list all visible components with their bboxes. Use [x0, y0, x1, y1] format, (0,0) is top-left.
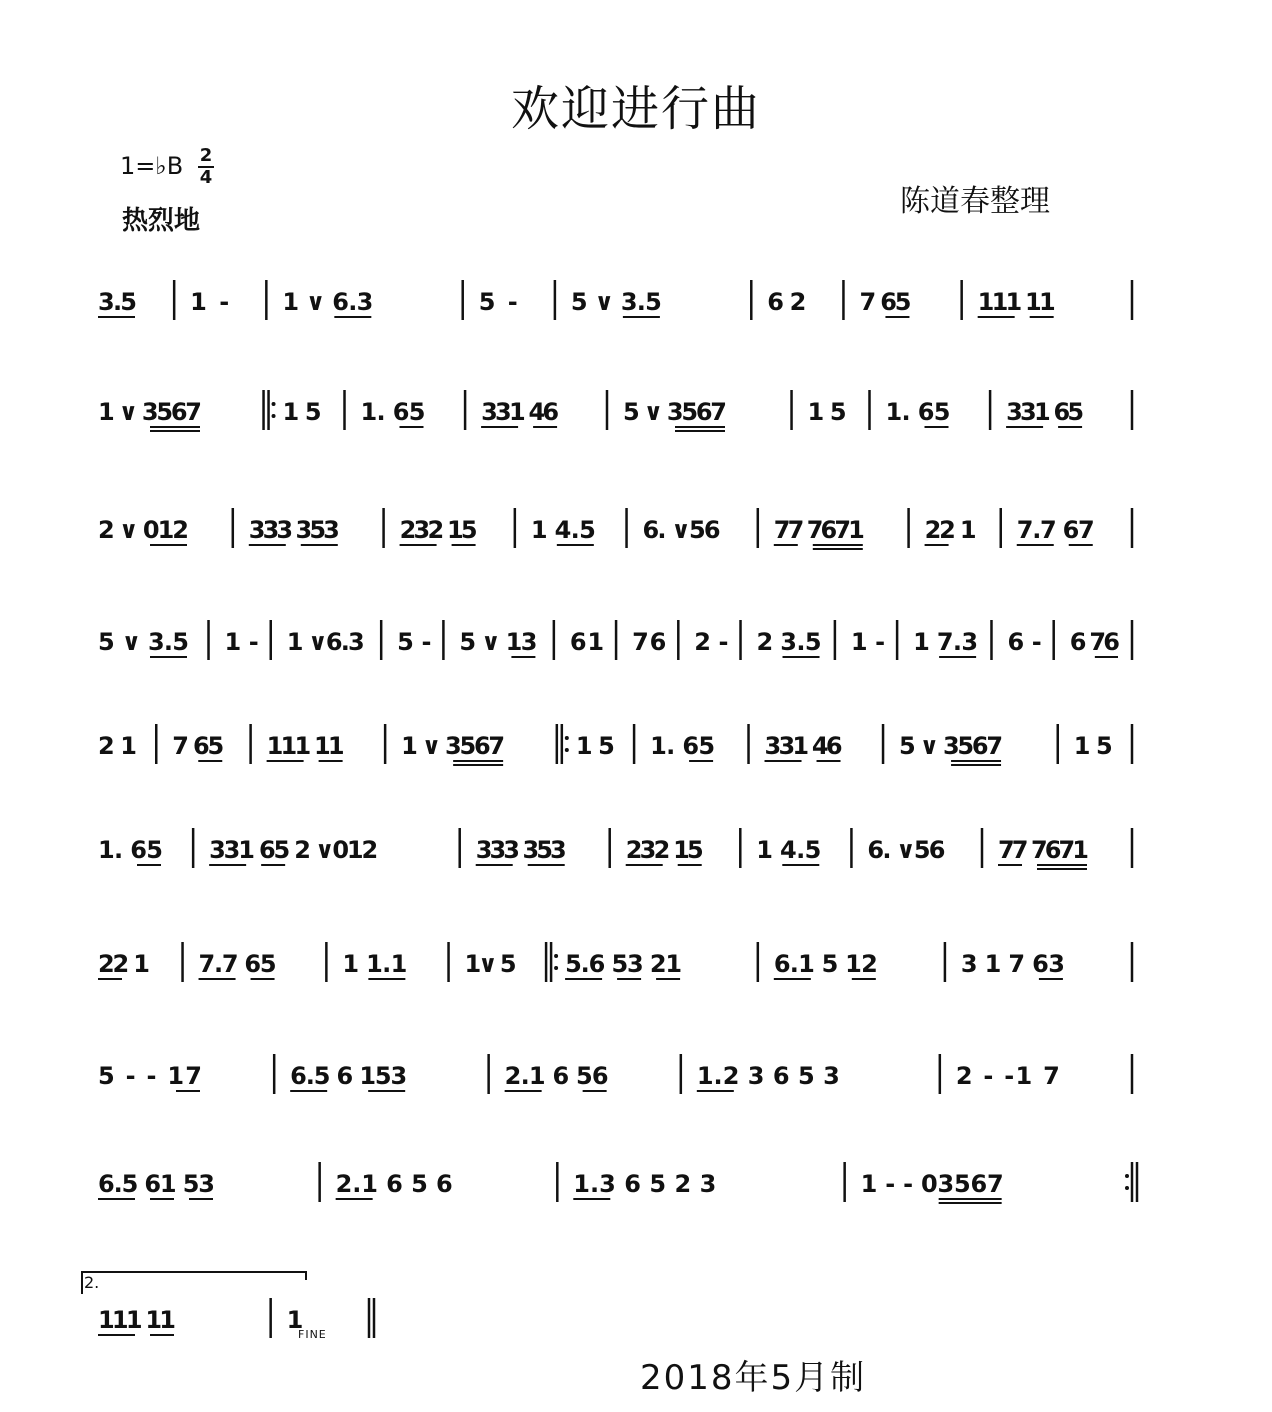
- measure-notes: 6 76: [1069, 628, 1120, 656]
- measure-notes: 5.6 53 21: [565, 950, 683, 978]
- score-line-10: [80, 1273, 380, 1350]
- measure-notes: 2 1: [98, 732, 137, 760]
- score-line-svg: [80, 820, 1140, 880]
- measure-notes: 1∨ 5: [464, 950, 517, 978]
- measure-notes: 5 ∨ 3.5: [98, 628, 189, 656]
- score-line-svg: [80, 382, 1140, 442]
- score-line-svg: [80, 612, 1140, 672]
- measure-notes: 111 11: [977, 288, 1056, 316]
- time-signature: [198, 146, 214, 188]
- repeat-barline: [1125, 1162, 1137, 1202]
- measure-notes: 5 ∨ 13: [459, 628, 538, 656]
- measure-notes: 2.1 6 56: [504, 1062, 609, 1090]
- measure-notes: 2 - -1 7: [955, 1062, 1060, 1090]
- measure-notes: 77 7671: [998, 836, 1089, 864]
- measure-notes: 1. 65: [650, 732, 716, 760]
- measure-notes: 6 -: [1007, 628, 1042, 656]
- measure-notes: 5 ∨ 3.5: [570, 288, 662, 316]
- measure-notes: 333 353: [475, 836, 567, 864]
- score-title: 欢迎进行曲: [510, 81, 761, 137]
- measure-notes: 6 2: [767, 288, 807, 316]
- measure-notes: 6. ∨56: [642, 516, 721, 544]
- measure-notes: 333 353: [248, 516, 340, 544]
- score-line-8: [80, 1046, 1160, 1106]
- score-line-svg: [80, 1046, 1140, 1106]
- measure-notes: 2.1 6 5 6: [335, 1170, 453, 1198]
- date-note: 2018年5月制: [640, 1358, 867, 1398]
- volta-bracket: [82, 1272, 306, 1294]
- measure-notes: 1. 65: [885, 398, 951, 426]
- measure-notes: 1 4.5: [530, 516, 596, 544]
- meter-bottom: 4: [199, 167, 213, 188]
- measure-notes: 111 11: [266, 732, 345, 760]
- measure-notes: 1.3 6 5 2 3: [573, 1170, 717, 1198]
- measure-notes: 7.7 67: [1016, 516, 1095, 544]
- measure-notes: 7 65: [859, 288, 912, 316]
- measure-notes: 331 46: [764, 732, 843, 760]
- measure-notes: 3.5: [98, 288, 137, 316]
- measure-notes: 1 ∨ 6.3: [282, 288, 374, 316]
- measure-notes: 232 15: [625, 836, 704, 864]
- measure-notes: 5 -: [397, 628, 432, 656]
- measure-notes: 1 1.1: [342, 950, 408, 978]
- measure-notes: 2 -: [694, 628, 729, 656]
- measure-notes: 3 1 7 63: [960, 950, 1065, 978]
- measure-notes: 1 ∨ 3567: [401, 732, 506, 760]
- measure-notes: 5 ∨ 3567: [623, 398, 727, 426]
- measure-notes: 331 65 2 ∨012: [209, 836, 379, 864]
- measure-notes: 7.7 65: [198, 950, 277, 978]
- measure-notes: 1.2 3 6 5 3: [696, 1062, 840, 1090]
- volta-2-label: 2.: [84, 1273, 100, 1292]
- measure-notes: 6.5 6 153: [290, 1062, 408, 1090]
- arranger-credit: 陈道春整理: [900, 184, 1050, 219]
- measure-notes: 6.5 61 53: [98, 1170, 215, 1198]
- score-line-svg: [80, 272, 1140, 332]
- score-line-svg: [80, 934, 1140, 994]
- tempo-marking: 热烈地: [122, 206, 201, 236]
- measure-notes: 1 - - 03567: [860, 1170, 1004, 1198]
- measure-notes: 111 11: [98, 1306, 176, 1334]
- key-signature: 1=♭B: [120, 152, 184, 180]
- score-line-2: [80, 382, 1160, 442]
- score-line-7: [80, 934, 1160, 994]
- measure-notes: 1. 65: [98, 836, 163, 864]
- measure-notes: 331 65: [1006, 398, 1085, 426]
- measure-notes: 232 15: [399, 516, 478, 544]
- measure-notes: 2 3.5: [756, 628, 822, 656]
- repeat-barline: [264, 390, 276, 430]
- measure-notes: 6 1: [569, 628, 605, 656]
- score-line-9: [80, 1154, 1160, 1214]
- repeat-barline: [546, 942, 558, 982]
- measure-notes: 1 5: [807, 398, 847, 426]
- measure-notes: 7 65: [172, 732, 225, 760]
- score-line-svg: [80, 500, 1140, 560]
- measure-notes: 1 ∨ 3567: [98, 398, 202, 426]
- measure-notes: 7 6: [632, 628, 667, 656]
- measure-notes: 331 46: [481, 398, 560, 426]
- score-line-3: [80, 500, 1160, 560]
- measure-notes: 5 -: [478, 288, 518, 316]
- score-line-svg: [80, 1273, 380, 1350]
- final-barline: [369, 1298, 374, 1338]
- score-line-4: [80, 612, 1160, 672]
- score-line-6: [80, 820, 1160, 880]
- measure-notes: 6. ∨56: [867, 836, 946, 864]
- measure-notes: 1 4.5: [756, 836, 822, 864]
- measure-notes: 6.1 5 12: [773, 950, 878, 978]
- score-line-svg: [80, 1154, 1140, 1214]
- measure-notes: 1 -: [190, 288, 230, 316]
- measure-notes: 1 5: [575, 732, 615, 760]
- measure-notes: 5 ∨ 3567: [899, 732, 1004, 760]
- measure-notes: 1 ∨6.3: [286, 628, 365, 656]
- measure-notes: 1 7.3: [913, 628, 979, 656]
- score-line-svg: [80, 716, 1140, 776]
- measure-notes: 77 7671: [773, 516, 865, 544]
- measure-notes: 5 - - 17: [98, 1062, 202, 1090]
- score-line-1: [80, 272, 1160, 332]
- measure-notes: 22 1: [924, 516, 977, 544]
- score-line-5: [80, 716, 1160, 776]
- measure-notes: 1 -: [850, 628, 886, 656]
- measure-notes: 1: [286, 1306, 304, 1334]
- measure-notes: 1. 65: [360, 398, 426, 426]
- repeat-barline: [557, 724, 569, 764]
- measure-notes: 1 5: [1073, 732, 1113, 760]
- meter-top: 2: [199, 145, 213, 166]
- fine-marking: FINE: [298, 1328, 327, 1341]
- measure-notes: 22 1: [98, 950, 150, 978]
- measure-notes: 1 -: [224, 628, 259, 656]
- measure-notes: 2 ∨ 012: [98, 516, 189, 544]
- measure-notes: 1 5: [282, 398, 322, 426]
